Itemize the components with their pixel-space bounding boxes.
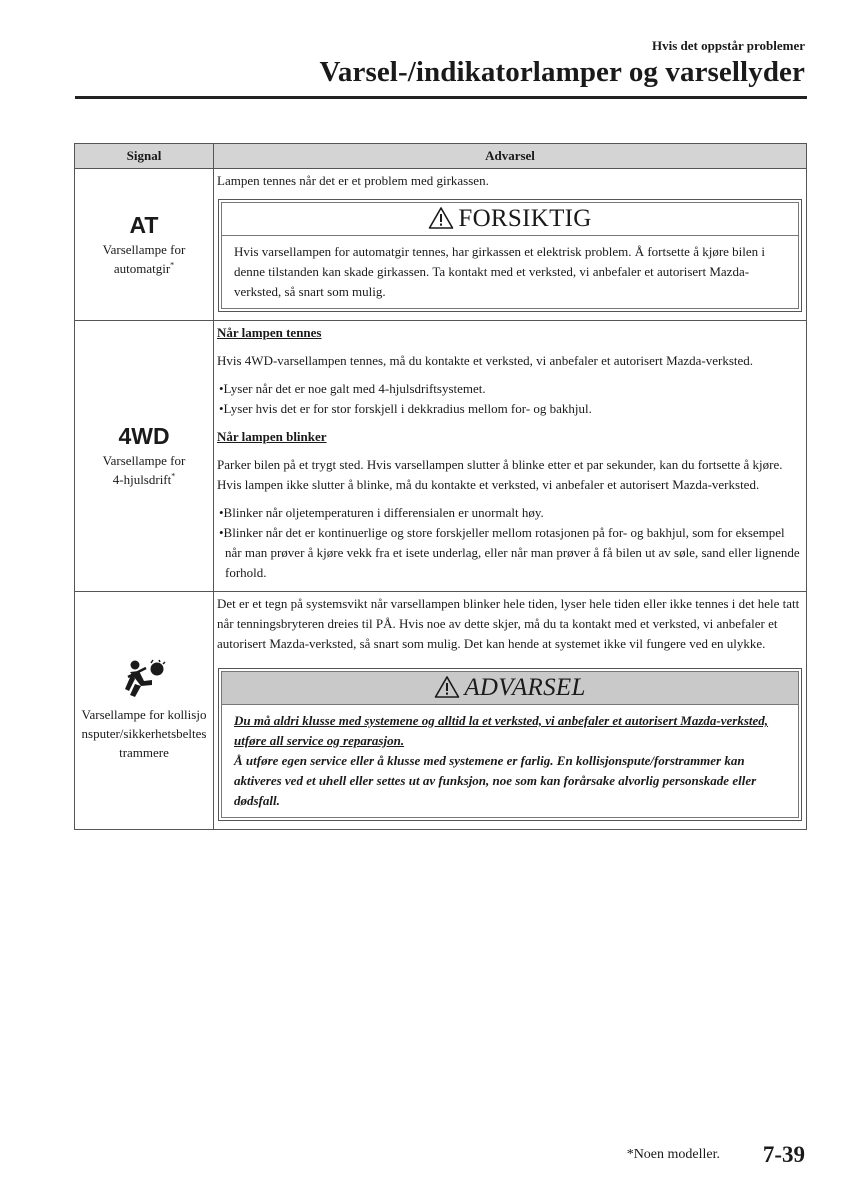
warning-text-2: Å utføre egen service eller å klusse med systemene er farlig. En kollisjonspute/forstrammer kan aktiveres ved et uhell eller settes ut av funksjon, noe som kan forårsake alvorlig personskade eller dødsfall.	[234, 753, 757, 808]
signal-cell-4wd	[75, 321, 214, 592]
list-item: •Blinker når oljetemperaturen i differensialen er unormalt høy.	[219, 505, 544, 520]
footnote-mark: *	[171, 471, 176, 481]
warning-triangle-icon	[434, 675, 460, 699]
at-intro-text: Lampen tennes når det er et problem med girkassen.	[217, 173, 489, 188]
warning-box	[218, 668, 802, 821]
advarsel-column-header: Advarsel	[214, 144, 807, 169]
caution-text: Hvis varsellampen for automatgir tennes, har girkassen et elektrisk problem. Å fortsette å kjøre bilen i denne tilstanden kan skade girkassen. Ta kontakt med et verksted, vi anbefaler et autorisert Mazda-verksted, så snart som mulig.	[234, 244, 766, 299]
warning-title: ADVARSEL	[464, 674, 586, 701]
4wd-signal-description	[79, 451, 209, 489]
subheading-lamp-blinks: Når lampen blinker	[217, 429, 327, 444]
list-item: •Lyser hvis det er for stor forskjell i dekkradius mellom for- og bakhjul.	[219, 401, 592, 416]
advarsel-cell-airbag	[214, 592, 807, 830]
section-label: Hvis det oppstår problemer	[652, 38, 805, 53]
signal-column-header: Signal	[75, 144, 214, 169]
table-row-4wd	[75, 321, 807, 592]
table-row-airbag	[75, 592, 807, 830]
signal-cell-at	[75, 169, 214, 321]
title-rule	[75, 96, 807, 99]
warning-lamp-table	[74, 143, 807, 830]
page-number: 7-39	[762, 1142, 805, 1167]
list-item: •Blinker når det er kontinuerlige og store forskjeller mellom rotasjonen på for- og bakhjul, som for eksempel når man prøver å kjøre vekk fra et isete underlag, eller når man prøver å få bilen ut av søle, sand eller lignende forhold.	[219, 525, 800, 580]
footnote-mark: *	[170, 260, 175, 270]
4wd-symbol: 4WD	[118, 423, 170, 449]
caution-box	[218, 199, 802, 312]
footnote: *Noen modeller.	[626, 1147, 720, 1162]
subheading-lamp-on: Når lampen tennes	[217, 325, 322, 340]
advarsel-cell-4wd	[214, 321, 807, 592]
airbag-text: Det er et tegn på systemsvikt når varsellampen blinker hele tiden, lyser hele tiden eller ikke tennes i det hele tatt når tenningsbryteren dreies til PÅ. Hvis noe av dette skjer, må du ta kontakt med et verksted, vi anbefaler et autorisert Mazda-verksted, så snart som mulig. Det kan hende at systemet ikke vil fungere ved en ulykke.	[217, 596, 800, 651]
advarsel-cell-at	[214, 169, 807, 321]
at-symbol: AT	[129, 211, 159, 238]
4wd-lamp-on-text: Hvis 4WD-varsellampen tennes, må du kontakte et verksted, vi anbefaler et autorisert Mazda-verksted.	[217, 353, 754, 368]
warning-header	[222, 672, 798, 705]
page-title: Varsel-/indikatorlamper og varsellyder	[319, 56, 805, 88]
caution-title: FORSIKTIG	[458, 205, 592, 232]
table-row-at	[75, 169, 807, 321]
at-signal-description	[79, 240, 209, 278]
warning-triangle-icon	[428, 206, 454, 230]
at-desc-text: Varsellampe for automatgir	[102, 241, 186, 276]
list-item: •Lyser når det er noe galt med 4-hjulsdriftsystemet.	[219, 381, 486, 396]
4wd-lamp-blinks-text: Parker bilen på et trygt sted. Hvis varsellampen slutter å blinke etter et par sekunder, kan du fortsette å kjøre. Hvis lampen ikke slutter å blinke, må du kontakte et verksted, vi anbefaler et autorisert Mazda-verksted.	[217, 457, 783, 492]
4wd-lamp-blinks-list	[217, 503, 802, 583]
4wd-desc-text: Varsellampe for 4-hjulsdrift	[102, 453, 186, 487]
4wd-lamp-on-list	[217, 379, 802, 419]
airbag-seatbelt-warning-icon	[122, 659, 166, 699]
caution-header	[222, 203, 798, 236]
warning-text-1: Du må aldri klusse med systemene og alltid la et verksted, vi anbefaler et autorisert Mazda-verksted, utføre all service og reparasjon.	[234, 713, 769, 748]
table-header-row	[75, 144, 807, 169]
warning-body	[222, 705, 798, 817]
signal-cell-airbag	[75, 592, 214, 830]
airbag-signal-description: Varsellampe for kollisjonsputer/sikkerhetsbeltestrammere	[81, 707, 207, 760]
